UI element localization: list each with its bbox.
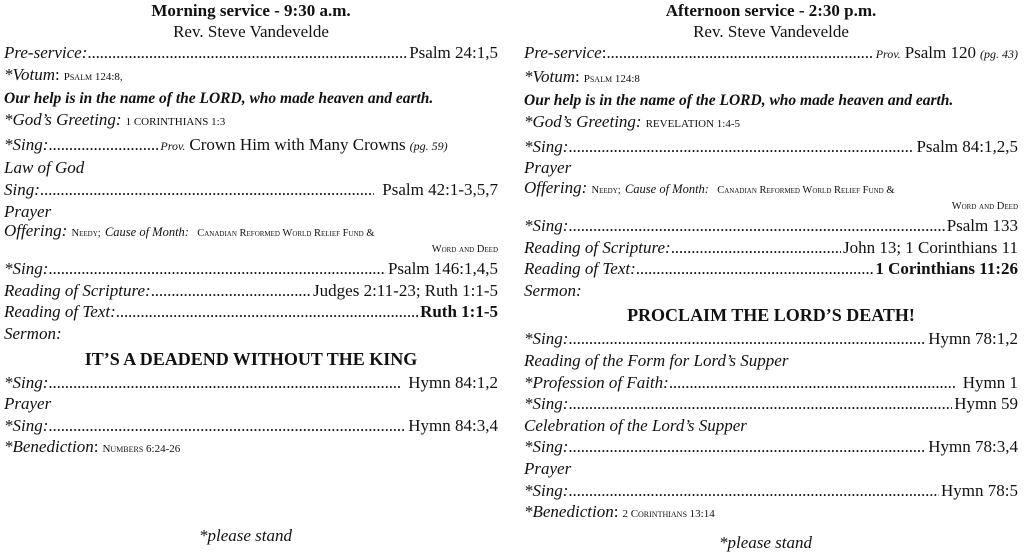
morning-sing-2: Sing: . . . Psalm 42:1-3,5,7 <box>4 179 498 201</box>
afternoon-form: Reading of the Form for Lord’s Supper <box>524 350 789 370</box>
afternoon-sing-1: *Sing: . . . Psalm 84:1,2,5 <box>524 136 1018 158</box>
morning-sermon-title: IT’S A DEADEND WITHOUT THE KING <box>84 348 418 369</box>
afternoon-heading: Afternoon service - 2:30 p.m. <box>665 1 877 20</box>
morning-votum: *Votum : Psalm 124:8, <box>4 64 498 89</box>
afternoon-sing-6: *Sing: . . . Hymn 78:5 <box>524 480 1018 502</box>
morning-please-stand: *please stand <box>199 526 293 545</box>
afternoon-pre-service: Pre-service : . . . Prov. Psalm 120 (pg. 43) <box>524 42 1018 66</box>
pre-service-label: Pre-service: <box>4 43 88 62</box>
afternoon-celebration: Celebration of the Lord’s Supper <box>524 415 747 435</box>
sing-1-value: Crown Him with Many Crowns <box>189 134 406 154</box>
afternoon-minister: Rev. Steve Vandevelde <box>693 22 849 41</box>
morning-prayer-1: Prayer <box>4 201 52 221</box>
afternoon-sing-2: *Sing: . . . Psalm 133 <box>524 215 1018 237</box>
afternoon-votum: *Votum : Psalm 124:8 <box>524 66 640 86</box>
afternoon-please-stand: *please stand <box>719 533 813 552</box>
votum-ref: Psalm 124:8, <box>63 70 123 83</box>
morning-reading-of-text: Reading of Text: . . . Ruth 1:1-5 <box>4 301 498 323</box>
morning-heading: Morning service - 9:30 a.m. <box>151 1 351 20</box>
morning-scripture: Reading of Scripture: . . . Judges 2:11-23; Ruth 1:1-5 <box>4 280 498 302</box>
morning-greeting <box>4 109 498 134</box>
morning-sing-5: *Sing: . . . Hymn 84:3,4 <box>4 415 498 437</box>
afternoon-offering: Offering: Needy; Cause of Month: Canadian Reformed World Relief Fund & Word and Deed <box>524 177 1018 212</box>
morning-benediction: *Benediction : Numbers 6:24-26 <box>4 437 181 457</box>
afternoon-sermon-title: PROCLAIM THE LORD’S DEATH! <box>627 305 915 326</box>
morning-service-column <box>4 0 498 461</box>
afternoon-reading-of-text: Reading of Text: . . . 1 Corinthians 11:26 <box>524 258 1018 280</box>
afternoon-sermon: Sermon: <box>524 280 582 300</box>
afternoon-sing-4: *Sing: . . . Hymn 59 <box>524 393 1018 415</box>
afternoon-service-column <box>524 0 1018 526</box>
afternoon-greeting: *God’s Greeting: REVELATION 1:4-5 <box>524 112 740 132</box>
morning-prayer-2: Prayer <box>4 394 52 414</box>
afternoon-prayer-1: Prayer <box>524 158 572 178</box>
morning-offering: Offering: Needy; Cause of Month: Canadian Reformed World Relief Fund & Word and Deed <box>4 221 498 256</box>
afternoon-benediction: *Benediction : 2 Corinthians 13:14 <box>524 502 715 522</box>
afternoon-help-line: Our help is in the name of the LORD, who made heaven and earth. <box>524 92 954 110</box>
pre-service-value: Psalm 24:1,5 <box>409 43 498 62</box>
greeting-ref: 1 CORINTHIANS 1:3 <box>125 116 226 129</box>
morning-sing-1: *Sing: . . . Prov. Crown Him with Many Crowns (pg. 59) <box>4 134 498 158</box>
morning-sermon: Sermon: <box>4 323 62 343</box>
law-of-god: Law of God <box>4 158 85 178</box>
afternoon-prayer-2: Prayer <box>524 458 572 478</box>
morning-minister: Rev. Steve Vandevelde <box>173 22 329 41</box>
afternoon-profession: *Profession of Faith: . . . Hymn 1 <box>524 372 1018 394</box>
votum-label: *Votum <box>4 64 55 84</box>
afternoon-sing-3: *Sing: . . . Hymn 78:1,2 <box>524 328 1018 350</box>
morning-help-line: Our help is in the name of the LORD, who made heaven and earth. <box>4 90 434 108</box>
greeting-label: *God’s Greeting: <box>4 110 122 130</box>
morning-pre-service <box>4 42 498 64</box>
morning-sing-4: *Sing: . . . Hymn 84:1,2 <box>4 372 498 394</box>
afternoon-scripture: Reading of Scripture: . . . John 13; 1 Corinthians 11 <box>524 237 1018 259</box>
afternoon-sing-5: *Sing: . . . Hymn 78:3,4 <box>524 436 1018 458</box>
morning-sing-3: *Sing: . . . Psalm 146:1,4,5 <box>4 258 498 280</box>
